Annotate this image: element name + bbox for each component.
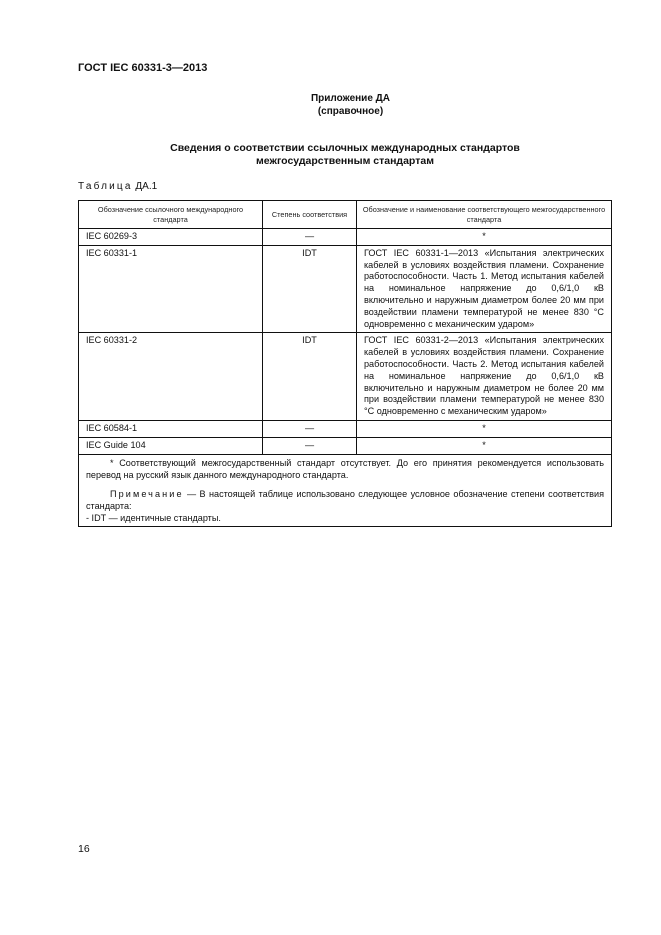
footnote: * Соответствующий межгосударственный стандарт отсутствует. До его принятия рекомендуется использовать перевод на русский язык данного международного стандарта. bbox=[86, 457, 604, 480]
section-heading-line2: межгосударственным стандартам bbox=[256, 155, 434, 167]
table-notes-row bbox=[79, 454, 612, 526]
appendix-subtitle: (справочное) bbox=[317, 106, 384, 117]
table-row bbox=[79, 420, 612, 437]
cell-reference: IEC Guide 104 bbox=[79, 437, 263, 454]
appendix-block bbox=[0, 92, 661, 118]
section-heading bbox=[130, 142, 560, 168]
cell-reference: IEC 60584-1 bbox=[79, 420, 263, 437]
document-code: ГОСТ IEC 60331-3—2013 bbox=[78, 62, 208, 74]
cell-reference: IEC 60269-3 bbox=[79, 229, 263, 246]
table-row bbox=[79, 229, 612, 246]
cell-national: * bbox=[357, 420, 612, 437]
header-national-standard: Обозначение и наименование соответствующего межгосударственного стандарта bbox=[357, 201, 612, 229]
cell-national: ГОСТ IEC 60331-2—2013 «Испытания электрических кабелей в условиях воздействия пламени. Сохранение работоспособности. Часть 2. Метод испытания кабелей на номинальное напряжение до 0,6/1,0 кВ включительно и наружным диаметром не более 20 мм при воздействии пламени температурой не менее 830 °С одновременно с механическим ударом» bbox=[357, 333, 612, 421]
page-number: 16 bbox=[78, 843, 90, 855]
table-row bbox=[79, 437, 612, 454]
cell-national: * bbox=[357, 229, 612, 246]
appendix-title: Приложение ДА bbox=[310, 93, 391, 104]
table-row bbox=[79, 333, 612, 421]
cell-degree: — bbox=[263, 437, 357, 454]
note-label: Примечание bbox=[110, 488, 184, 499]
cell-national: * bbox=[357, 437, 612, 454]
cell-degree: IDT bbox=[263, 333, 357, 421]
header-reference-standard: Обозначение ссылочного международного стандарта bbox=[79, 201, 263, 229]
note bbox=[86, 488, 604, 512]
header-degree: Степень соответствия bbox=[263, 201, 357, 229]
cell-reference: IEC 60331-1 bbox=[79, 245, 263, 333]
cell-degree: — bbox=[263, 229, 357, 246]
cell-reference: IEC 60331-2 bbox=[79, 333, 263, 421]
table-row bbox=[79, 245, 612, 333]
cell-degree: IDT bbox=[263, 245, 357, 333]
note-text: — В настоящей таблице использовано следующее условное обозначение степени соответствия стандарта: bbox=[86, 488, 604, 511]
section-heading-line1: Сведения о соответствии ссылочных международных стандартов bbox=[170, 142, 520, 154]
cell-degree: — bbox=[263, 420, 357, 437]
table-label-number: ДА.1 bbox=[135, 181, 158, 192]
table-label-word: Таблица bbox=[78, 181, 133, 192]
table-header-row bbox=[79, 201, 612, 229]
table-label bbox=[78, 181, 157, 192]
standards-table bbox=[78, 200, 612, 527]
table-notes bbox=[79, 454, 612, 526]
note-item: - IDT — идентичные стандарты. bbox=[86, 512, 221, 523]
cell-national: ГОСТ IEC 60331-1—2013 «Испытания электрических кабелей в условиях воздействия пламени. Сохранение работоспособности. Часть 1. Метод испытания кабелей на номинальное напряжение до 0,6/1,0 кВ включительно и наружным диаметром более 20 мм при воздействии пламени температурой не менее 830 °С одновременно с механическим ударом» bbox=[357, 245, 612, 333]
